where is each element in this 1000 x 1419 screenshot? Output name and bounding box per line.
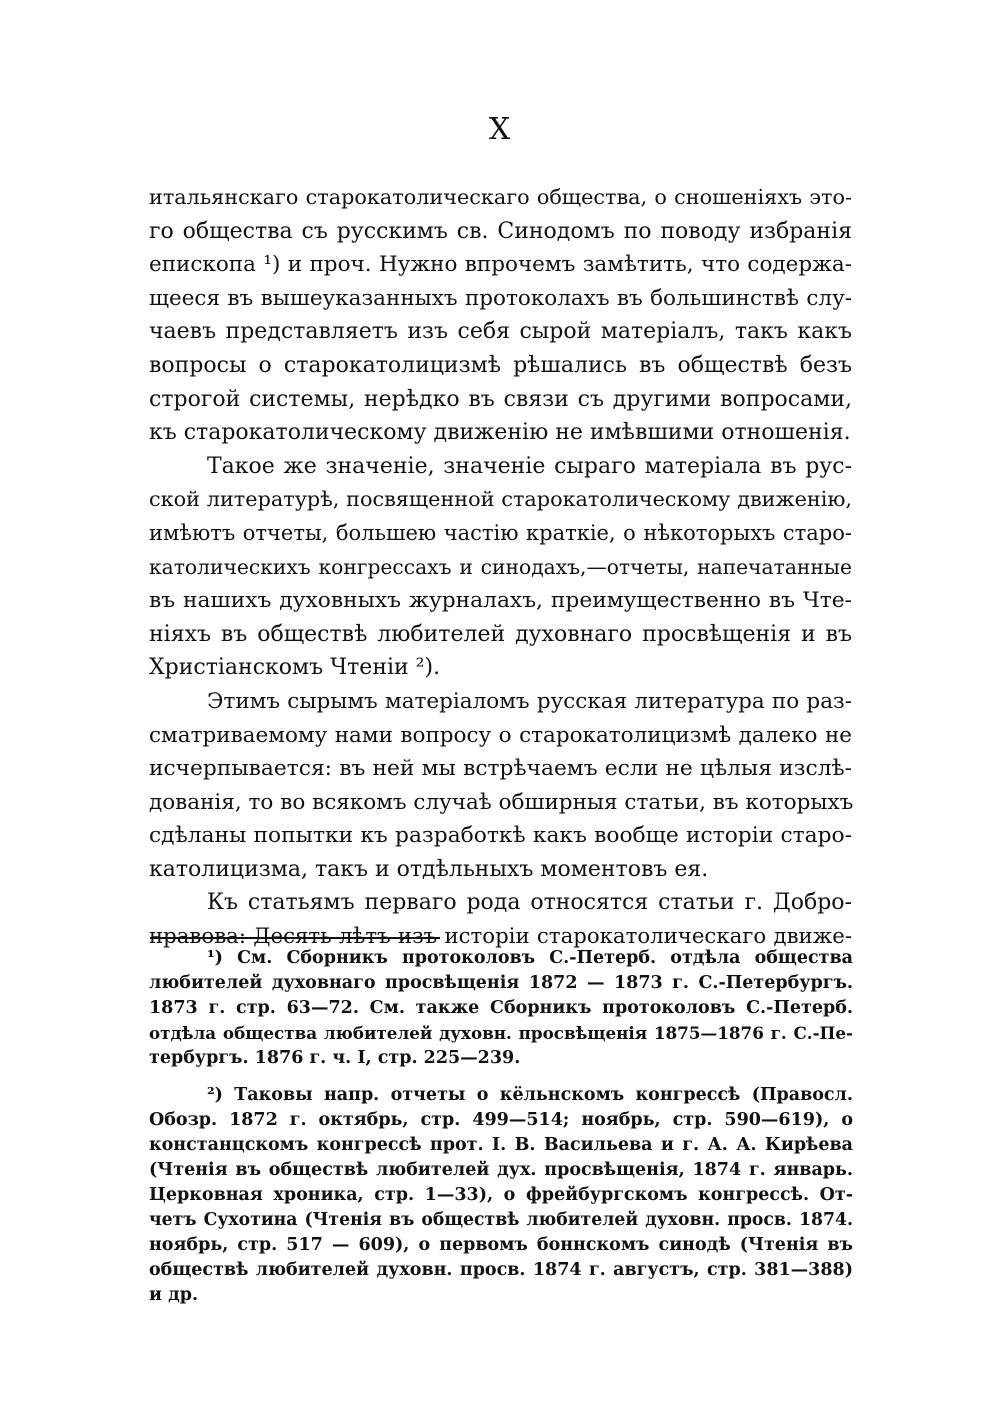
footnotes xyxy=(149,946,853,1308)
text-line: имѣютъ отчеты, большею частію краткіе, о нѣкоторыхъ старо- xyxy=(149,520,852,545)
footnote-line: четъ Сухотина (Чтенія въ обществѣ любителей духовн. просв. 1874. xyxy=(149,1210,853,1230)
text-line: Этимъ сырымъ матеріаломъ русская литература по раз- xyxy=(207,688,852,714)
footnote-line: любителей духовнаго просвѣщенія 1872 — 1873 г. С.-Петербургъ. xyxy=(149,973,853,993)
text-line: Къ статьямъ перваго рода относятся статьи г. Добро- xyxy=(207,890,852,916)
text-line: католическихъ конгрессахъ и синодахъ,—отчеты, напечатанные xyxy=(149,554,852,579)
text-line: го общества съ русскимъ св. Синодомъ по поводу избранія xyxy=(149,218,852,244)
text-line: сдѣланы попытки къ разработкѣ какъ вообще исторіи старо- xyxy=(149,823,852,849)
footnote-line: Церковная хроника, стр. 1—33), о фрейбургскомъ конгрессѣ. От- xyxy=(149,1185,853,1205)
footnote-line: констанцскомъ конгрессѣ прот. І. В. Васильева и г. А. А. Кирѣева xyxy=(149,1135,853,1155)
text-line: вопросы о старокатолицизмѣ рѣшались въ обществѣ безъ xyxy=(149,352,852,378)
text-line: чаевъ представляетъ изъ себя сырой матеріалъ, такъ какъ xyxy=(149,319,852,345)
footnote-line: ¹) См. Сборникъ протоколовъ С.-Петерб. отдѣла общества xyxy=(207,948,853,968)
text-line: ской литературѣ, посвященной старокатолическому движенію, xyxy=(149,487,852,512)
text-line: нравова: Десять лѣтъ изъ исторіи старокатолическаго движе- xyxy=(149,924,852,950)
text-line: Такое же значеніе, значеніе сыраго матеріала въ рус- xyxy=(207,453,852,479)
text-line: исчерпывается: въ ней мы встрѣчаемъ если не цѣлыя изслѣ- xyxy=(149,756,852,782)
footnote-line: 1873 г. стр. 63—72. См. также Сборникъ протоколовъ С.-Петерб. xyxy=(149,998,853,1018)
footnote-line: ноябрь, стр. 517 — 609), о первомъ боннскомъ синодѣ (Чтенія въ xyxy=(149,1235,853,1255)
footnote-line: отдѣла общества любителей духовн. просвѣщенія 1875—1876 г. С.-Пе- xyxy=(149,1023,853,1043)
footnote-line: обществѣ любителей духовн. просв. 1874 г. августъ, стр. 381—388) xyxy=(149,1260,853,1280)
text-line: дованія, то во всякомъ случаѣ обширныя статьи, въ которыхъ xyxy=(149,789,854,815)
text-line: епископа ¹) и проч. Нужно впрочемъ замѣтить, что содержа- xyxy=(149,252,852,278)
main-text xyxy=(149,181,852,954)
footnote-line: (Чтенія въ обществѣ любителей дух. просвѣщенія, 1874 г. январь. xyxy=(149,1160,853,1180)
text-line: католицизма, такъ и отдѣльныхъ моментовъ ея. xyxy=(149,856,709,882)
footnote-line: Обозр. 1872 г. октябрь, стр. 499—514; ноябрь, стр. 590—619), о xyxy=(149,1110,853,1130)
text-line: Христіанскомъ Чтеніи ²). xyxy=(149,655,441,681)
text-line: строгой системы, нерѣдко въ связи съ другими вопросами, xyxy=(149,386,852,412)
text-line: итальянскаго старокатолическаго общества, о сношеніяхъ это- xyxy=(149,185,852,209)
text-line: ніяхъ въ обществѣ любителей духовнаго просвѣщенія и въ xyxy=(149,621,852,647)
footnote-divider xyxy=(150,937,440,939)
footnote-line: ²) Таковы напр. отчеты о кёльнскомъ конгрессѣ (Правосл. xyxy=(207,1085,853,1105)
text-line: сматриваемому нами вопросу о старокатолицизмѣ далеко не xyxy=(149,722,852,748)
footnote-2 xyxy=(149,1083,853,1308)
page-number: X xyxy=(488,112,512,147)
footnote-line: и др. xyxy=(149,1285,199,1305)
footnote-line: тербургъ. 1876 г. ч. I, стр. 225—239. xyxy=(149,1048,521,1068)
text-line: въ нашихъ духовныхъ журналахъ, преимущественно въ Чте- xyxy=(149,588,852,614)
text-line: щееся въ вышеуказанныхъ протоколахъ въ большинствѣ слу- xyxy=(149,285,852,311)
text-line: къ старокатолическому движенію не имѣвшими отношенія. xyxy=(149,420,851,446)
footnote-1 xyxy=(149,946,853,1071)
